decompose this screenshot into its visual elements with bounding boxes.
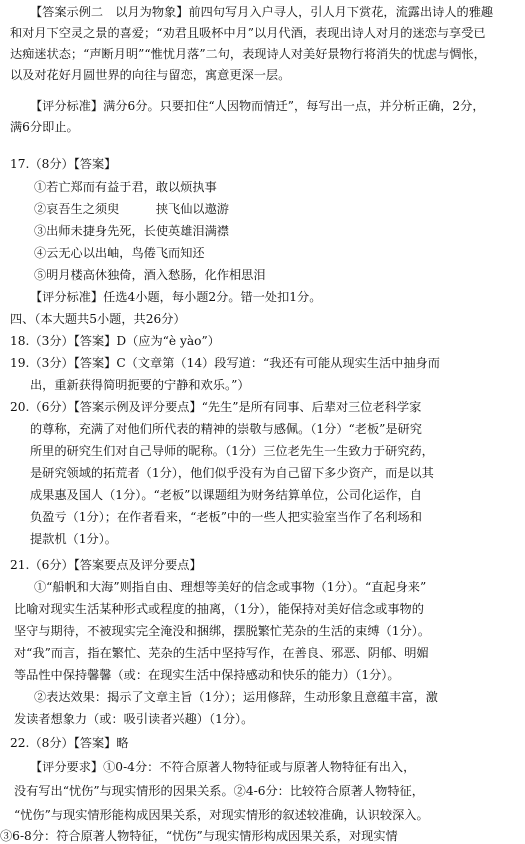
- text-line: 22.（8分）【答案】略: [10, 736, 129, 750]
- text-line: ③6-8分：符合原著人物特征，“忧伤”与现实情形构成因果关系，对现实情: [0, 829, 398, 843]
- text-line: ①若亡郑而有益于君，敢以烦执事: [34, 180, 217, 194]
- text-line: 【答案示例二 以月为物象】前四句写月入户寻人，引人月下赏花，流露出诗人的雅趣: [30, 5, 494, 19]
- text-line: 发读者想象力（或：吸引读者兴趣）（1分）。: [14, 712, 254, 726]
- text-line: 21.（6分）【答案要点及评分要点】: [10, 558, 202, 572]
- text-line: 是研究领域的拓荒者（1分），他们似乎没有为自己留下多少资产，而是以其: [30, 466, 434, 480]
- text-line: ①“船帆和大海”则指自由、理想等美好的信念或事物（1分）。“直起身来”: [34, 580, 427, 594]
- text-line: 【评分标准】满分6分。只要扣住“人因物而情迁”，每写出一点，并分析正确，2分，: [30, 99, 485, 113]
- text-line: ③出师未捷身先死，长使英雄泪满襟: [34, 224, 229, 238]
- text-line: 所里的研究生们对自己导师的昵称。（1分）三位老先生一生致力于研究药，: [30, 444, 434, 458]
- text-line: 负盈亏（1分）；在作者看来，“老板”中的一些人把实验室当作了名利场和: [30, 510, 422, 524]
- text-line: 达痴迷状态；“声断月明”“惟忧月落”二句，表现诗人对美好景物行将消失的忧虑与惆怅，: [10, 47, 486, 61]
- text-line: 成果惠及国人（1分）。“老板”以课题组为财务结算单位，公司化运作，自: [30, 488, 422, 502]
- text-line: 17.（8分）【答案】: [10, 157, 117, 171]
- text-line: “忧伤”与现实情形能构成因果关系，对现实情形的叙述较准确，认识较深入。: [14, 808, 429, 822]
- text-line: 【评分标准】任选4小题，每小题2分。错一处扣1分。: [30, 290, 322, 304]
- text-line: 四、（本大题共5小题，共26分）: [10, 312, 186, 326]
- text-line: 对“我”而言，指在繁忙、芜杂的生活中坚持写作，在善良、邪恶、阴郁、明媚: [14, 646, 429, 660]
- text-line: 【评分要求】①0-4分：不符合原著人物特征或与原著人物特征有出入，: [30, 760, 416, 774]
- text-line: 出，重新获得简明扼要的宁静和欢乐。”）: [30, 378, 250, 392]
- text-line: 和对月下空灵之景的喜爱；“劝君且吸杯中月”以月代酒，表现出诗人对月的迷恋与享受已: [10, 26, 486, 40]
- text-line: 19.（3分）【答案】C（文章第（14）段写道：“我还有可能从现实生活中抽身而: [10, 356, 440, 370]
- text-line: 满6分即止。: [10, 120, 79, 134]
- text-line: 比喻对现实生活某种形式或程度的抽离，（1分），能保持对美好信念或事物的: [14, 602, 424, 616]
- text-line: ②表达效果：揭示了文章主旨（1分）；运用修辞，生动形象且意蕴丰富，激: [34, 690, 438, 704]
- text-line: 18.（3分）【答案】D（应为“è yào”）: [10, 334, 220, 348]
- text-line: 以及对花好月圆世界的向往与留恋，寓意更深一层。: [10, 68, 291, 82]
- text-line: 20.（6分）【答案示例及评分要点】“先生”是所有同事、后辈对三位老科学家: [10, 400, 422, 414]
- text-line: 提款机（1分）。: [30, 532, 117, 546]
- text-line: ④云无心以出岫，鸟倦飞而知还: [34, 246, 205, 260]
- text-line: 的尊称，充满了对他们所代表的精神的崇敬与感佩。（1分）“老板”是研究: [30, 422, 422, 436]
- text-line: 坚守与期待，不被现实完全淹没和捆绑，摆脱繁忙芜杂的生活的束缚（1分）。: [14, 624, 431, 638]
- text-line: ⑤明月楼高休独倚，酒入愁肠，化作相思泪: [34, 268, 266, 282]
- text-line: 等品性中保持馨馨（或：在现实生活中保持感动和快乐的能力）（1分）。: [14, 668, 400, 682]
- text-line: 没有写出“忧伤”与现实情形的因果关系。②4-6分：比较符合原著人物特征，: [14, 784, 424, 798]
- text-line: ②哀吾生之须臾 挟飞仙以遨游: [34, 202, 229, 216]
